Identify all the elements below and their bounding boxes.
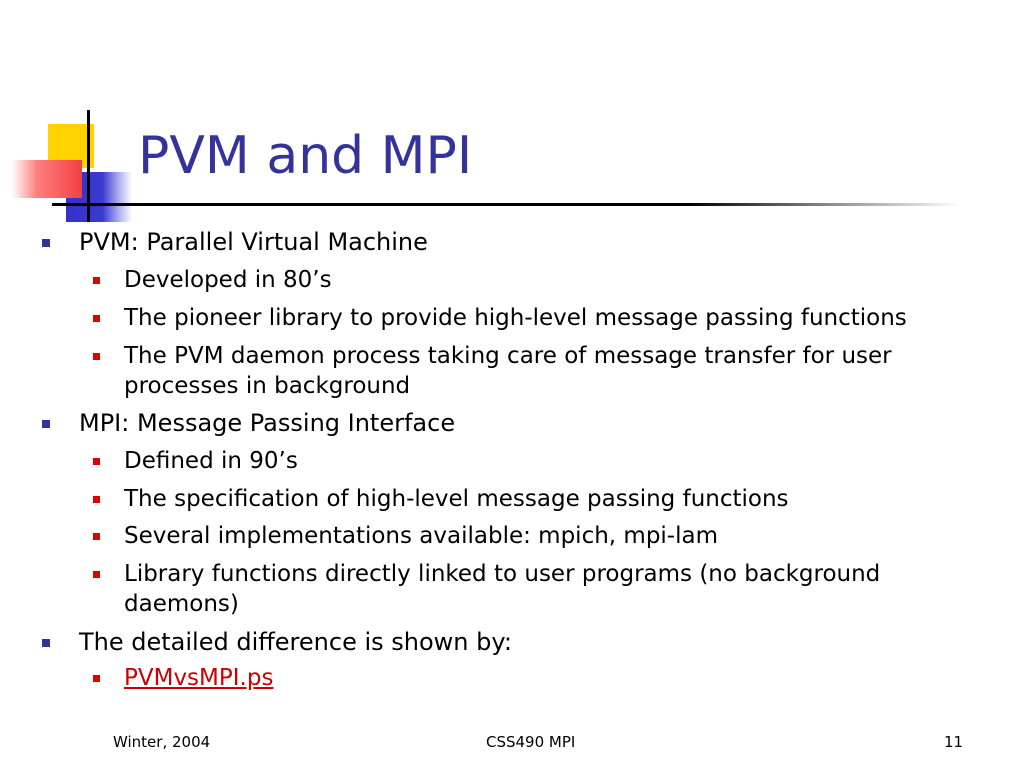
sub-bullet-mpi-implementations — [124, 521, 1004, 551]
sub-bullet-pvm-daemon — [124, 341, 1004, 401]
pvm-vs-mpi-link[interactable]: PVMvsMPI.ps — [124, 665, 274, 691]
footer-page-number: 11 — [944, 733, 964, 751]
bullet-text-line-1: The PVM daemon process taking care of message transfer for user — [124, 343, 892, 369]
footer-date: Winter, 2004 — [113, 733, 211, 751]
bullet-mpi — [79, 408, 455, 438]
square-bullet-icon — [42, 639, 50, 647]
square-bullet-icon — [93, 458, 100, 465]
sub-bullet-link — [124, 663, 1004, 693]
bullet-text-line-1: Library functions directly linked to user programs (no background — [124, 561, 881, 587]
slide-title: PVM and MPI — [138, 126, 473, 186]
bullet-text: The specification of high-level message passing functions — [124, 486, 789, 512]
sub-bullet-mpi-spec — [124, 484, 1004, 514]
square-bullet-icon — [93, 675, 100, 682]
bullet-text-line-2: processes in background — [124, 373, 411, 399]
logo-red-square — [12, 160, 82, 198]
bullet-pvm — [79, 227, 428, 257]
sub-bullet-mpi-library — [124, 559, 1004, 619]
footer-course: CSS490 MPI — [486, 733, 576, 751]
bullet-difference — [79, 627, 512, 657]
bullet-text: The pioneer library to provide high-level message passing functions — [124, 305, 907, 331]
title-underline-divider — [52, 203, 962, 206]
square-bullet-icon — [93, 315, 100, 322]
sub-bullet-pvm-pioneer — [124, 303, 1004, 333]
square-bullet-icon — [93, 496, 100, 503]
sub-bullet-pvm-developed — [124, 265, 1004, 295]
bullet-text: Several implementations available: mpich, mpi-lam — [124, 523, 718, 549]
bullet-text: The detailed difference is shown by: — [79, 628, 512, 656]
bullet-text-line-2: daemons) — [124, 591, 239, 617]
square-bullet-icon — [42, 420, 50, 428]
bullet-text: Defined in 90’s — [124, 448, 298, 474]
bullet-text: PVM: Parallel Virtual Machine — [79, 228, 428, 256]
square-bullet-icon — [93, 277, 100, 284]
bullet-text: Developed in 80’s — [124, 267, 332, 293]
sub-bullet-mpi-defined — [124, 446, 1004, 476]
square-bullet-icon — [93, 533, 100, 540]
square-bullet-icon — [93, 571, 100, 578]
square-bullet-icon — [42, 239, 50, 247]
square-bullet-icon — [93, 353, 100, 360]
bullet-text: MPI: Message Passing Interface — [79, 409, 456, 437]
